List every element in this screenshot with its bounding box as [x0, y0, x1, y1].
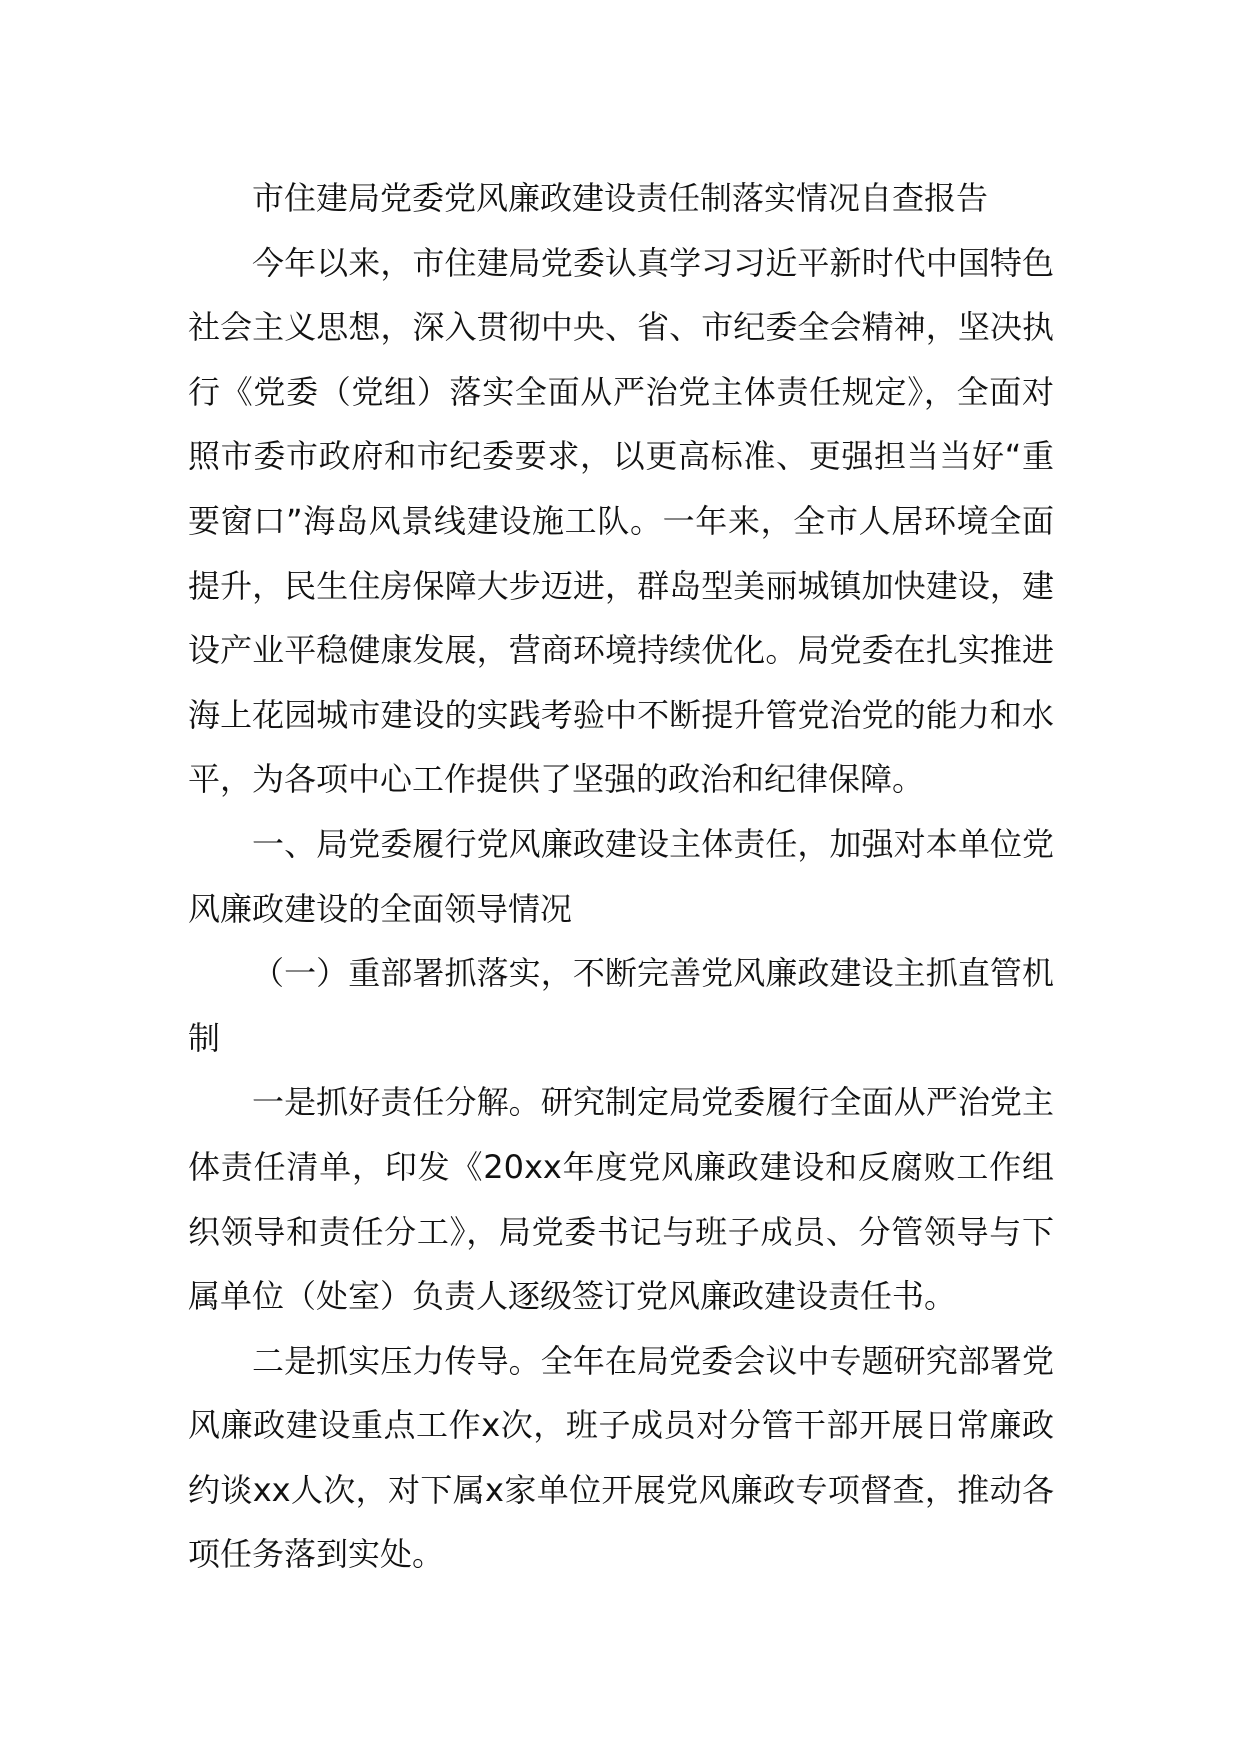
subsection-heading-1: （一）重部署抓落实，不断完善党风廉政建设主抓直管机制 [188, 954, 1054, 1057]
section-heading-1: 一、局党委履行党风廉政建设主体责任，加强对本单位党风廉政建设的全面领导情况 [188, 824, 1054, 928]
document-body [188, 166, 1054, 1587]
paragraph-point-1: 一是抓好责任分解。研究制定局党委履行全面从严治党主体责任清单，印发《20xx年度党风廉政建设和反腐败工作组织领导和责任分工》，局党委书记与班子成员、分管领导与下属单位（处室）负责人逐级签订党风廉政建设责任书。 [188, 1083, 1054, 1316]
paragraph-point-2: 二是抓实压力传导。全年在局党委会议中专题研究部署党风廉政建设重点工作x次，班子成员对分管干部开展日常廉政约谈xx人次，对下属x家单位开展党风廉政专项督查，推动各项任务落到实处。 [188, 1341, 1054, 1574]
paragraph-intro: 今年以来，市住建局党委认真学习习近平新时代中国特色社会主义思想，深入贯彻中央、省、市纪委全会精神，坚决执行《党委（党组）落实全面从严治党主体责任规定》，全面对照市委市政府和市纪委要求，以更高标准、更强担当当好“重要窗口”海岛风景线建设施工队。一年来，全市人居环境全面提升，民生住房保障大步迈进，群岛型美丽城镇加快建设，建设产业平稳健康发展，营商环境持续优化。局党委在扎实推进海上花园城市建设的实践考验中不断提升管党治党的能力和水平，为各项中心工作提供了坚强的政治和纪律保障。 [188, 243, 1054, 799]
document-title: 市住建局党委党风廉政建设责任制落实情况自查报告 [252, 179, 989, 217]
